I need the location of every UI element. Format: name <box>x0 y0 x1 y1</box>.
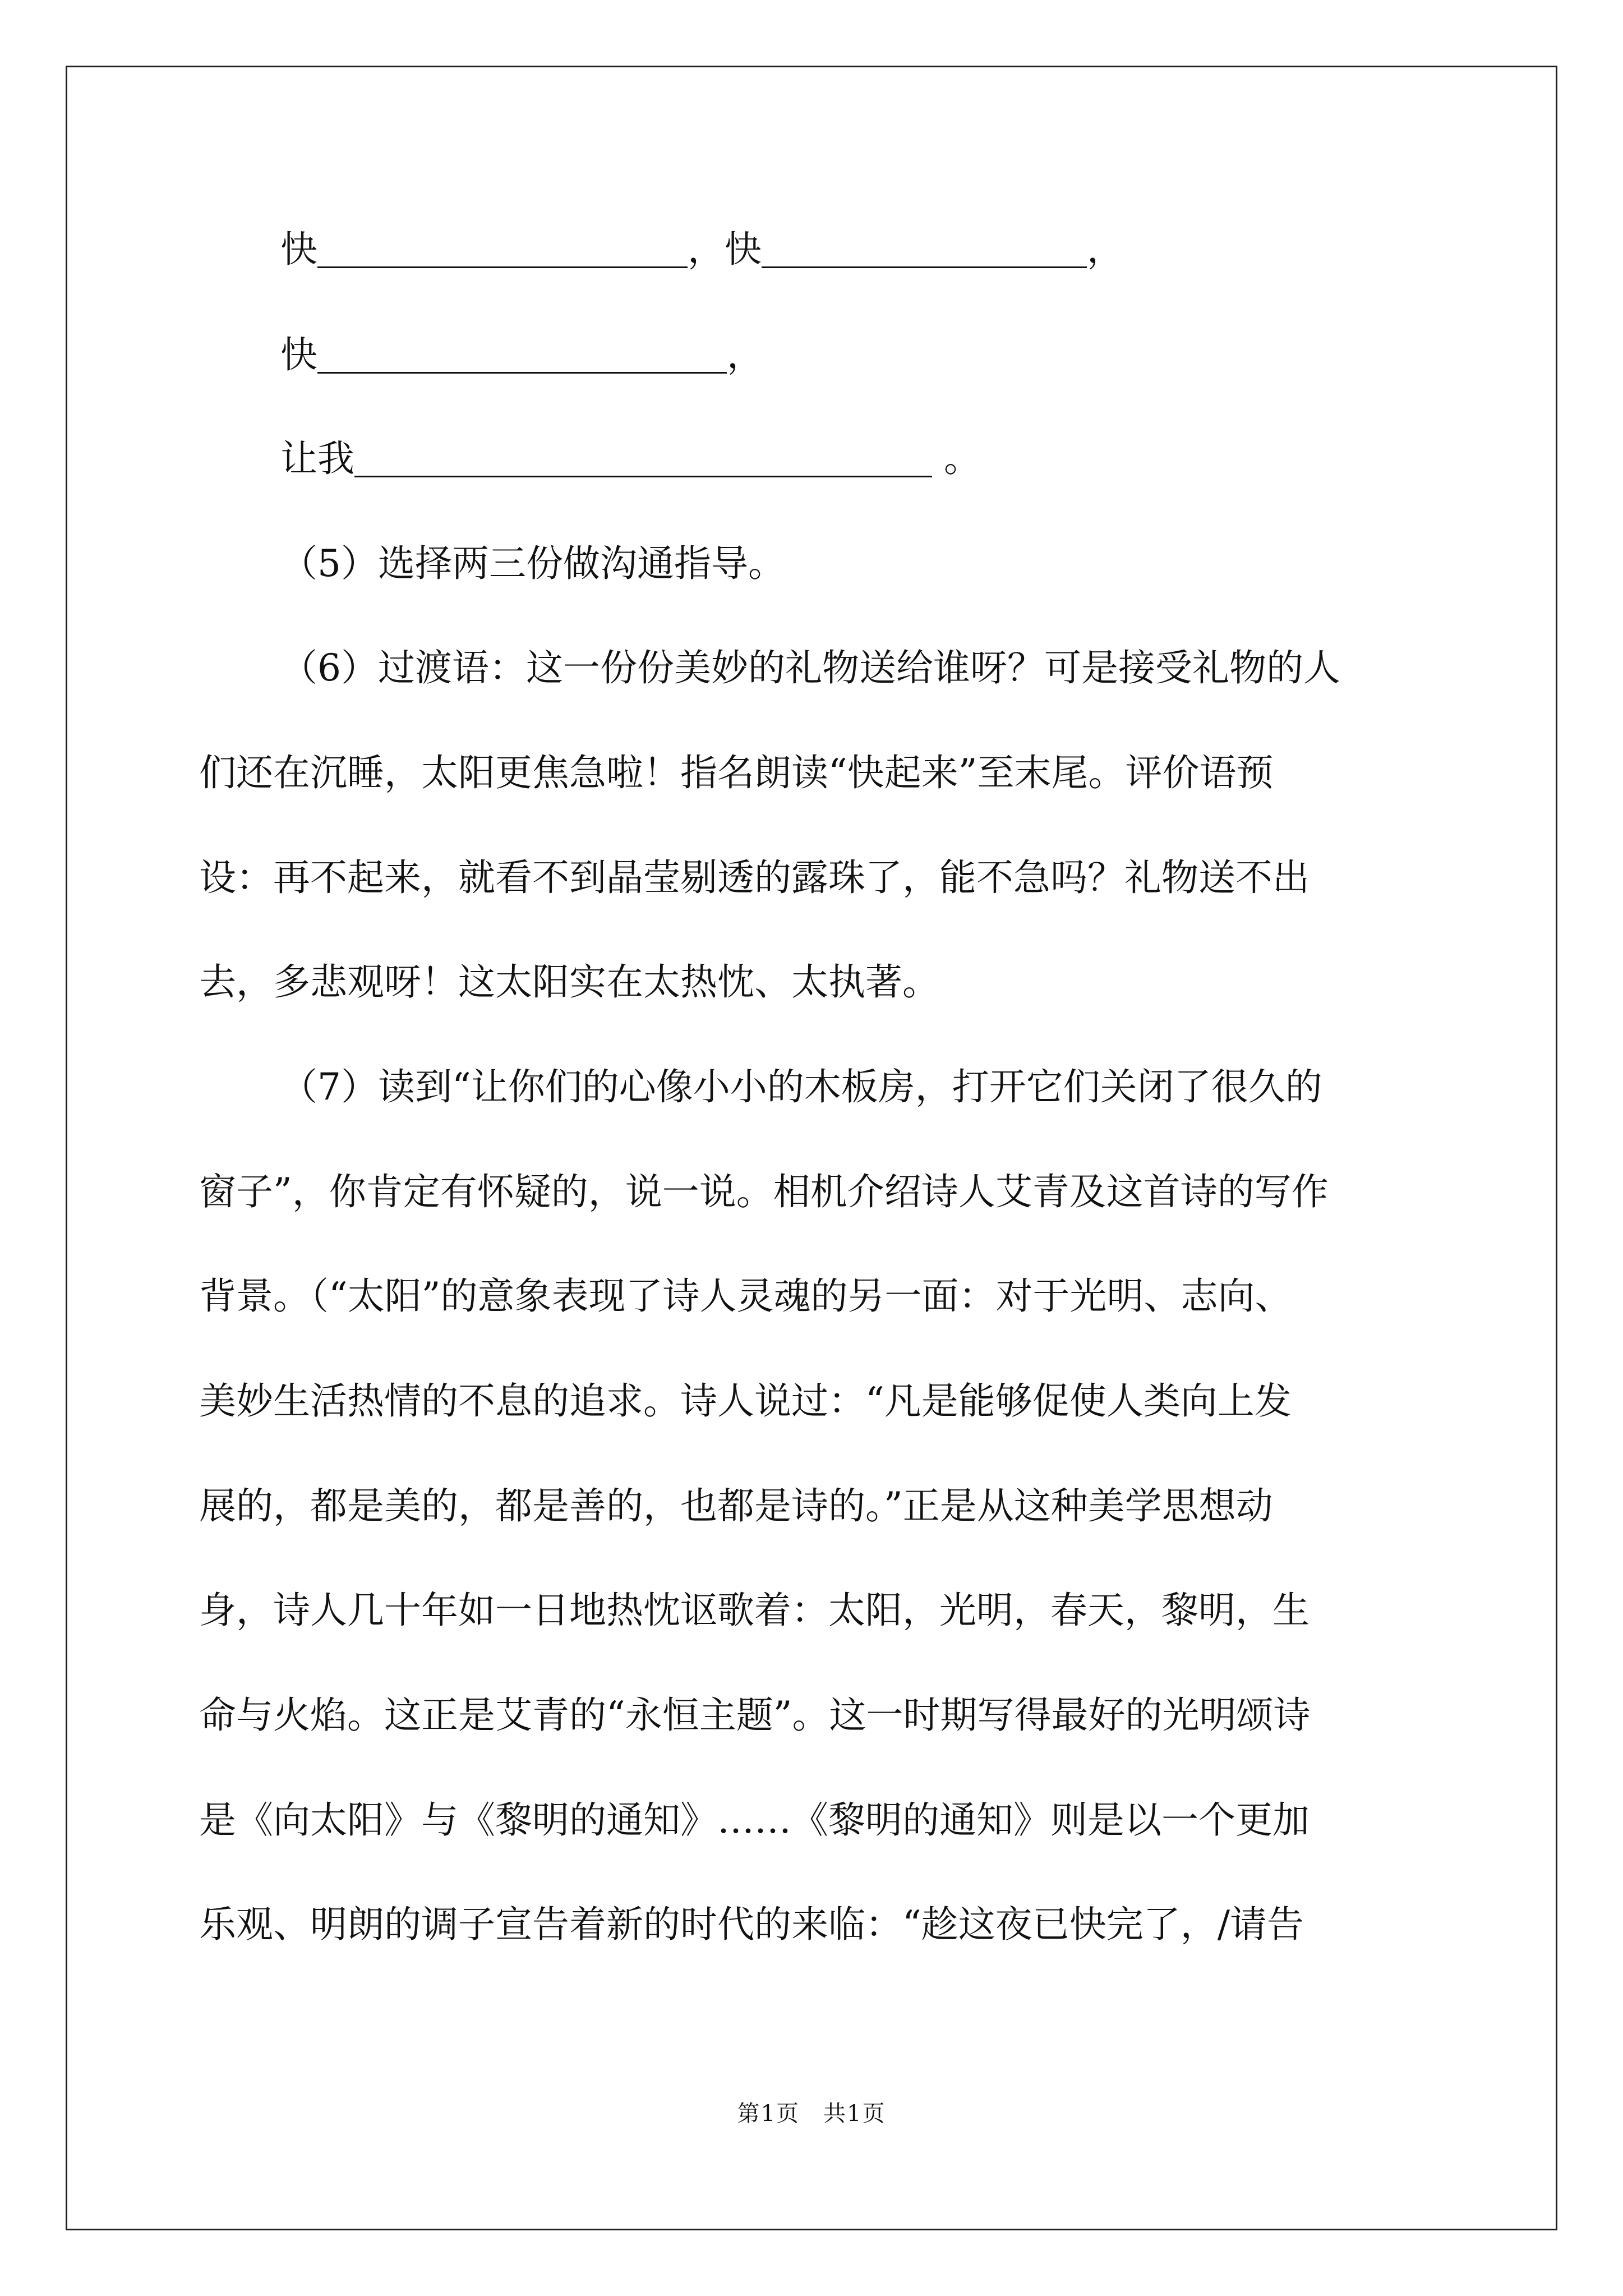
paragraph-6-line: 设：再不起来，就看不到晶莹剔透的露珠了，能不急吗？礼物送不出 <box>199 856 1310 899</box>
paragraph-6-line: （6）过渡语：这一份份美妙的礼物送给谁呀？可是接受礼物的人 <box>280 646 1340 689</box>
paragraph-6-line: 们还在沉睡，太阳更焦急啦！指名朗读“快起来”至末尾。评价语预 <box>199 751 1274 794</box>
fill-in-blank[interactable] <box>354 442 932 477</box>
fill-in-text: 让我 <box>280 437 354 480</box>
paragraph-7-line: 展的，都是美的，都是善的，也都是诗的。”正是从这种美学思想动 <box>199 1484 1273 1527</box>
fill-in-blank[interactable] <box>317 233 688 268</box>
fill-in-text: ， <box>727 333 764 376</box>
paragraph-7-line: 乐观、明朗的调子宣告着新的时代的来临：“趁这夜已快完了，/请告 <box>199 1903 1304 1946</box>
page-footer: 第1页 共1页 <box>737 2101 886 2127</box>
paragraph-7-line: 背景。（“太阳”的意象表现了诗人灵魂的另一面：对于光明、志向、 <box>199 1274 1292 1318</box>
fill-in-blank[interactable] <box>762 233 1087 268</box>
fill-in-text: 快 <box>280 228 317 271</box>
paragraph-7-line: 美妙生活热情的不息的追求。诗人说过：“凡是能够促使人类向上发 <box>199 1379 1292 1423</box>
paragraph-7-line: （7）读到“让你们的心像小小的木板房，打开它们关闭了很久的 <box>280 1065 1322 1108</box>
fill-in-line-2 <box>280 333 1525 376</box>
paragraph-6-line: 去，多悲观呀！这太阳实在太热忱、太执著。 <box>199 960 939 1004</box>
paragraph-7-line: 身，诗人几十年如一日地热忱讴歌着：太阳，光明，春天，黎明，生 <box>199 1589 1310 1632</box>
fill-in-text: 。 <box>932 437 981 480</box>
fill-in-line-1 <box>280 228 1525 271</box>
fill-in-blank[interactable] <box>317 338 727 374</box>
paragraph-7-line: 命与火焰。这正是艾青的“永恒主题”。这一时期写得最好的光明颂诗 <box>199 1694 1311 1737</box>
fill-in-text: ， <box>1087 228 1124 271</box>
paragraph-7-line: 是《向太阳》与《黎明的通知》……《黎明的通知》则是以一个更加 <box>199 1798 1310 1842</box>
fill-in-text: 快 <box>280 333 317 376</box>
paragraph-7-line: 窗子”，你肯定有怀疑的，说一说。相机介绍诗人艾青及这首诗的写作 <box>199 1170 1329 1213</box>
fill-in-line-3 <box>280 437 1525 480</box>
fill-in-text: ，快 <box>688 228 762 271</box>
paragraph-5: （5）选择两三份做沟通指导。 <box>280 542 785 585</box>
